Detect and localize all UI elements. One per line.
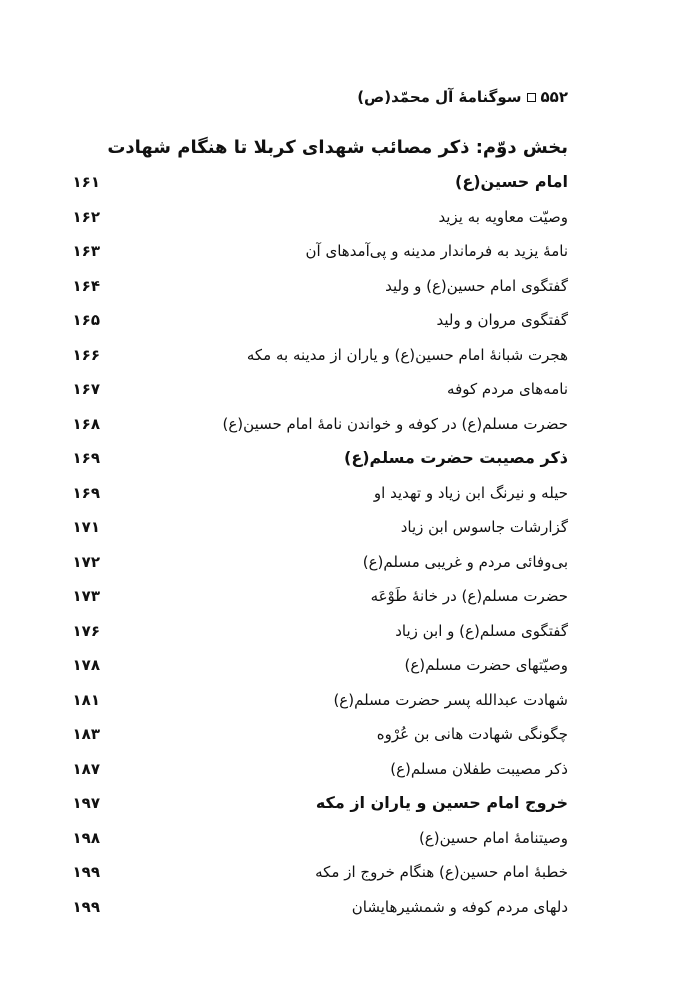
- toc-entry: [60, 580, 568, 615]
- toc-entry-page-number: ۱۶۴: [72, 276, 100, 295]
- toc-entry-title: خروج امام حسین و یاران از مکه: [315, 793, 568, 812]
- toc-entry-page-number: ۱۹۹: [72, 897, 100, 916]
- toc-entry-page-number: ۱۶۷: [72, 380, 100, 398]
- toc-entry-title: هجرت شبانهٔ امام حسین(ع) و یاران از مدینه به مکه: [246, 345, 568, 364]
- section-heading: بخش دوّم: ذکر مصائب شهدای کربلا تا هنگام شهادت: [107, 137, 568, 158]
- header-book-title: سوگنامهٔ آل محمّد(ص): [357, 88, 522, 106]
- toc-entry-title: گفتگوی مسلم(ع) و ابن زیاد: [395, 621, 568, 640]
- toc-entry: [60, 546, 568, 581]
- toc-entry: [60, 373, 568, 408]
- toc-entry: [60, 753, 568, 788]
- header-page-number: ۵۵۲: [540, 88, 568, 106]
- toc-entry-page-number: ۱۷۳: [72, 587, 100, 605]
- toc-entry-title: خطبهٔ امام حسین(ع) هنگام خروج از مکه: [315, 863, 568, 881]
- toc-entry: [60, 891, 568, 926]
- toc-entry-title: حیله و نیرنگ ابن زیاد و تهدید او: [373, 483, 568, 502]
- toc-entry-page-number: ۱۶۳: [72, 242, 100, 260]
- toc-entry-title: ذکر مصیبت طفلان مسلم(ع): [390, 759, 568, 778]
- toc-entry-title: شهادت عبدالله پسر حضرت مسلم(ع): [333, 690, 568, 709]
- toc-entry: [60, 615, 568, 650]
- toc-entry-page-number: ۱۹۷: [72, 794, 100, 812]
- toc-entry-title: وصیّت معاویه به یزید: [438, 207, 568, 226]
- toc-entry: [60, 442, 568, 477]
- toc-entry-title: چگونگی شهادت هانی بن عُرْوه: [376, 725, 568, 743]
- toc-entry: [60, 718, 568, 753]
- toc-entry-title: دلهای مردم کوفه و شمشیرهایشان: [351, 897, 568, 916]
- toc-entry: [60, 408, 568, 443]
- separator-square-icon: [527, 93, 536, 102]
- toc-entry-title: حضرت مسلم(ع) در کوفه و خواندن نامهٔ امام حسین(ع): [222, 414, 568, 433]
- running-header: [357, 88, 568, 106]
- toc-entry-page-number: ۱۶۸: [72, 414, 100, 433]
- toc-entry-page-number: ۱۷۲: [72, 552, 100, 571]
- toc-entries: [60, 166, 568, 925]
- toc-entry-page-number: ۱۶۹: [72, 449, 100, 467]
- toc-entry-page-number: ۱۶۵: [72, 311, 100, 329]
- toc-entry-title: گفتگوی مروان و ولید: [436, 311, 568, 329]
- toc-entry-page-number: ۱۶۱: [72, 173, 100, 191]
- toc-entry: [60, 649, 568, 684]
- toc-entry: [60, 822, 568, 857]
- toc-entry-page-number: ۱۹۸: [72, 828, 100, 847]
- toc-entry-title: نامهٔ یزید به فرماندار مدینه و پی‌آمدهای آن: [305, 242, 568, 260]
- toc-entry-page-number: ۱۶۹: [72, 483, 100, 502]
- toc-entry: [60, 270, 568, 305]
- toc-entry-title: بی‌وفائی مردم و غریبی مسلم(ع): [362, 552, 568, 571]
- toc-entry-page-number: ۱۷۸: [72, 656, 100, 674]
- toc-entry-title: امام حسین(ع): [455, 172, 568, 191]
- table-of-contents: [60, 133, 568, 925]
- toc-entry-page-number: ۱۷۶: [72, 621, 100, 640]
- toc-entry: [60, 166, 568, 201]
- toc-entry-page-number: ۱۶۲: [72, 207, 100, 226]
- toc-entry: [60, 201, 568, 236]
- toc-entry: [60, 787, 568, 822]
- toc-entry: [60, 304, 568, 339]
- toc-entry: [60, 339, 568, 374]
- toc-entry: [60, 235, 568, 270]
- toc-entry: [60, 477, 568, 512]
- toc-entry-title: وصیّتهای حضرت مسلم(ع): [404, 656, 568, 674]
- toc-entry-page-number: ۱۸۱: [72, 690, 100, 709]
- toc-entry-page-number: ۱۶۶: [72, 345, 100, 364]
- toc-entry-page-number: ۱۹۹: [72, 863, 100, 881]
- toc-entry-title: گزارشات جاسوس ابن زیاد: [400, 518, 568, 536]
- toc-entry: [60, 684, 568, 719]
- toc-entry-title: حضرت مسلم(ع) در خانهٔ طَوْعَه: [370, 587, 568, 605]
- toc-entry-title: وصیتنامهٔ امام حسین(ع): [418, 828, 568, 847]
- toc-entry: [60, 511, 568, 546]
- toc-entry-title: نامه‌های مردم کوفه: [447, 380, 568, 398]
- toc-entry-page-number: ۱۸۳: [72, 725, 100, 743]
- toc-entry-title: ذکر مصیبت حضرت مسلم(ع): [344, 448, 568, 467]
- toc-entry-page-number: ۱۸۷: [72, 759, 100, 778]
- toc-entry: [60, 856, 568, 891]
- toc-entry-title: گفتگوی امام حسین(ع) و ولید: [385, 276, 568, 295]
- toc-entry-page-number: ۱۷۱: [72, 518, 100, 536]
